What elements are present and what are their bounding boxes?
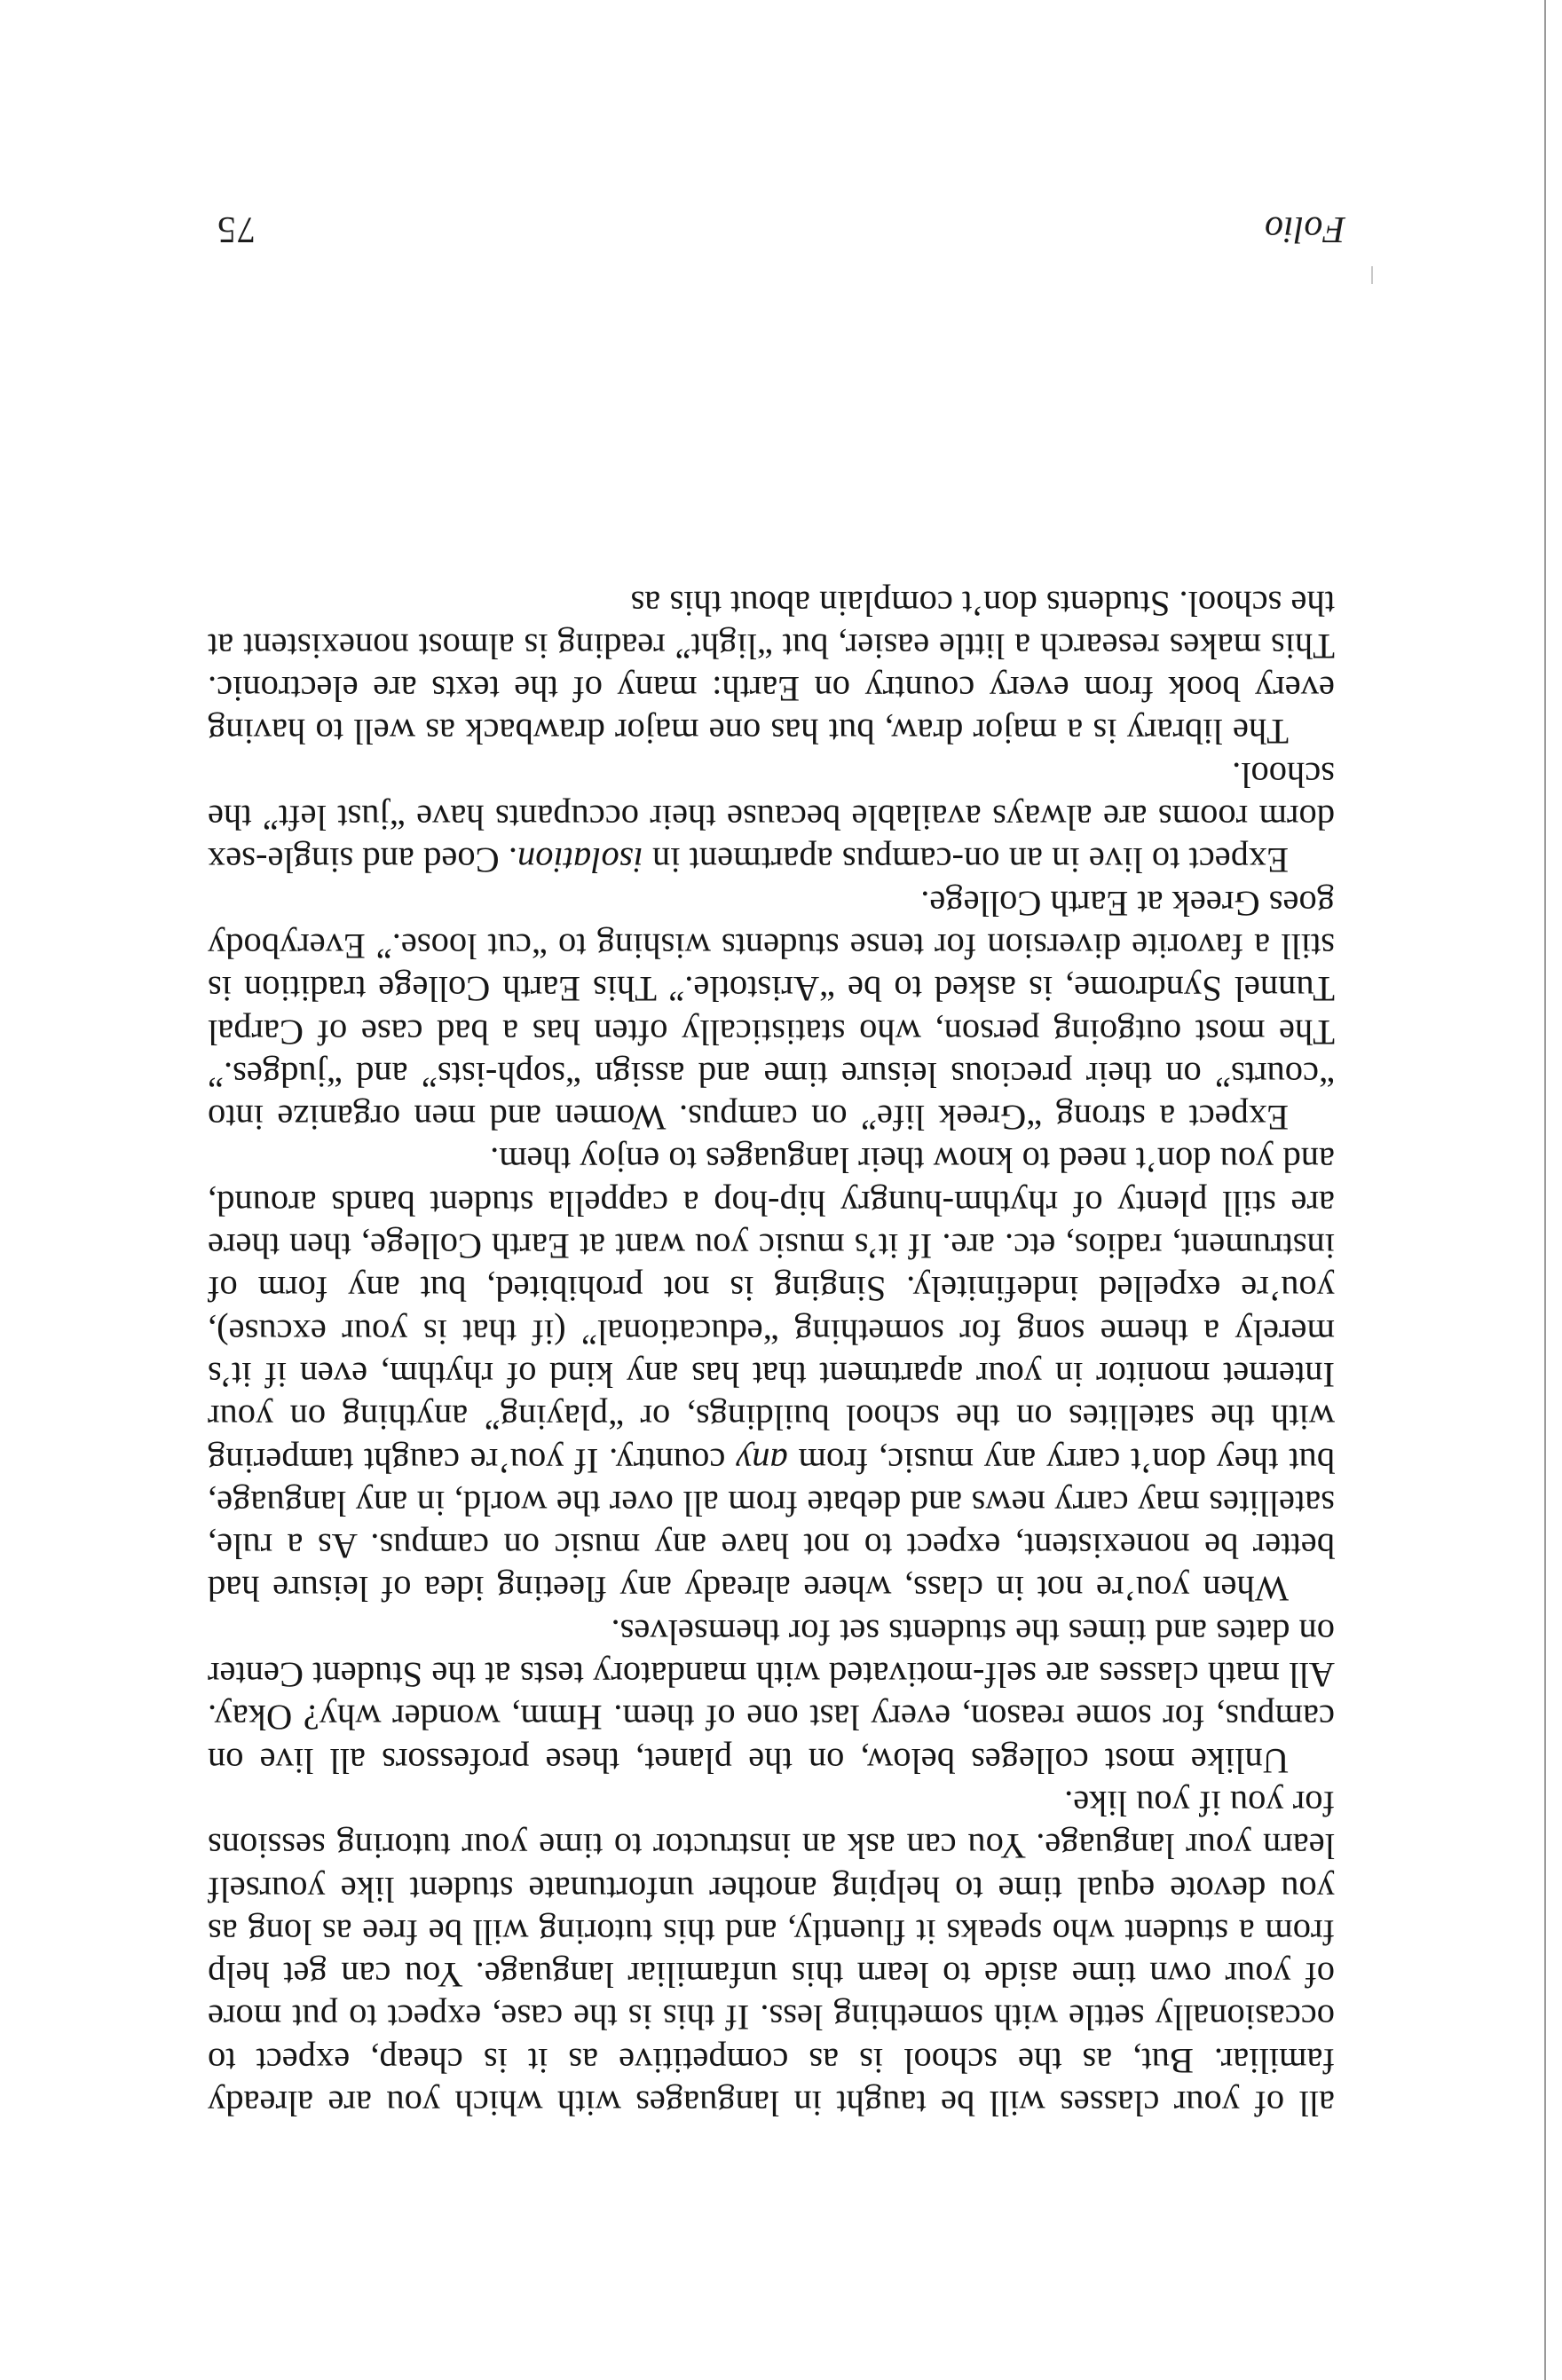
text-segment: Unlike most colleges below, on the planet, these professors all live on campus, for some reason, every last one of them. Hmm, wonder why? Okay. All math classes are self-motivated with mandatory tests at the Student Center on dates and times the students set for themselves. xyxy=(208,1612,1335,1781)
page-number: 75 xyxy=(217,209,256,249)
text-segment: country. If you’re caught tampering with the satellites on the school buildings, or “playing” anything on your Internet monitor in your apartment that has any kind of rhythm, even if it’s merely a theme song for something “educational” (if that is your excuse), you’re expelled indefinitely. Singing is not prohibited, but any form of instrument, radios, etc. are. If it’s music you want at Earth College, then there are still plenty of rhythm-hungry hip-hop a cappella student bands around, and you don’t need to know their languages to enjoy them. xyxy=(208,1140,1335,1481)
text-segment: When you’re not in class, where already any fleeting idea of leisure had better be nonexistent, expect to not have any music on campus. As a rule, satellites may carry news and debate from all over the world, in any language, but they don’t carry any music, from xyxy=(208,1440,1335,1610)
paragraph xyxy=(208,1782,1335,2124)
text-segment: . Coed and single-sex dorm rooms are always available because their occupants have “just left” the school. xyxy=(208,754,1335,881)
text-segment: all of your classes will be taught in languages with which you are already familiar. But, as the school is as competitive as it is cheap, expect to occasionally settle with something less. If this is the case, expect to put more of your own time aside to learn this unfamiliar language. You can get help from a student who speaks it fluently, and this tutoring will be free as long as you devote equal time to helping another unfortunate student like yourself learn your language. You can ask an instructor to time your tutoring sessions for you if you like. xyxy=(208,1783,1335,2124)
folio-label: Folio xyxy=(1265,209,1345,249)
text-segment: Expect a strong “Greek life” on campus. Women and men organize into “courts” on their precious leisure time and assign “soph-ists” and “judges.” The most outgoing person, who statistically often has a bad case of Carpal Tunnel Syndrome, is asked to be “Aristotle.” This Earth College tradition is still a favorite diversion for tense students wishing to “cut loose.” Everybody goes Greek at Earth College. xyxy=(208,883,1335,1139)
paragraph xyxy=(208,1139,1335,1610)
text-segment: The library is a major draw, but has one major drawback as well to having every book from every country on Earth: many of the texts are electronic. This makes research a little easier, but “light” reading is almost nonexistent at the school. Students don’t complain about this as xyxy=(208,583,1335,753)
italic-text: any xyxy=(736,1440,788,1481)
paragraph xyxy=(208,1610,1335,1781)
italic-text: isolation xyxy=(517,840,643,881)
paragraph xyxy=(208,581,1335,753)
body-text xyxy=(208,581,1335,2124)
paragraph xyxy=(208,753,1335,882)
paragraph xyxy=(208,881,1335,1139)
text-segment: Expect to live in an on-campus apartment in xyxy=(643,840,1289,881)
